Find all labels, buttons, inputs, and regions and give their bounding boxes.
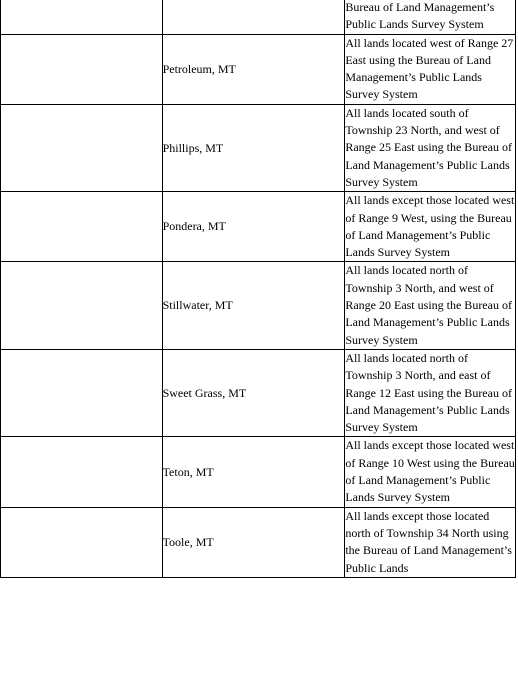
county-cell: Teton, MT	[162, 437, 345, 507]
table-row	[1, 507, 516, 577]
county-cell: Sweet Grass, MT	[162, 349, 345, 436]
county-cell	[162, 0, 345, 34]
blank-cell	[1, 192, 163, 262]
table-row	[1, 0, 516, 34]
blank-cell	[1, 437, 163, 507]
table-row	[1, 104, 516, 191]
description-cell: All lands except those located west of Range 10 West using the Bureau of Land Management’s Public Lands Survey System	[345, 437, 516, 507]
description-cell: All lands located west of Range 27 East using the Bureau of Land Management’s Public Lands Survey System	[345, 34, 516, 104]
county-cell: Phillips, MT	[162, 104, 345, 191]
table-row	[1, 34, 516, 104]
table-row	[1, 437, 516, 507]
blank-cell	[1, 507, 163, 577]
description-cell: Bureau of Land Management’s Public Lands Survey System	[345, 0, 516, 34]
blank-cell	[1, 0, 163, 34]
description-cell: All lands located north of Township 3 North, and west of Range 20 East using the Bureau of Land Management’s Public Lands Survey System	[345, 262, 516, 349]
table-row	[1, 262, 516, 349]
blank-cell	[1, 104, 163, 191]
table-row	[1, 192, 516, 262]
description-cell: All lands located north of Township 3 North, and east of Range 12 East using the Bureau of Land Management’s Public Lands Survey System	[345, 349, 516, 436]
description-cell: All lands except those located west of Range 9 West, using the Bureau of Land Management’s Public Lands Survey System	[345, 192, 516, 262]
blank-cell	[1, 262, 163, 349]
table-row	[1, 349, 516, 436]
county-cell: Toole, MT	[162, 507, 345, 577]
county-cell: Petroleum, MT	[162, 34, 345, 104]
description-cell: All lands except those located north of Township 34 North using the Bureau of Land Management’s Public Lands	[345, 507, 516, 577]
blank-cell	[1, 349, 163, 436]
county-cell: Stillwater, MT	[162, 262, 345, 349]
county-cell: Pondera, MT	[162, 192, 345, 262]
description-cell: All lands located south of Township 23 North, and west of Range 25 East using the Bureau of Land Management’s Public Lands Survey System	[345, 104, 516, 191]
blank-cell	[1, 34, 163, 104]
